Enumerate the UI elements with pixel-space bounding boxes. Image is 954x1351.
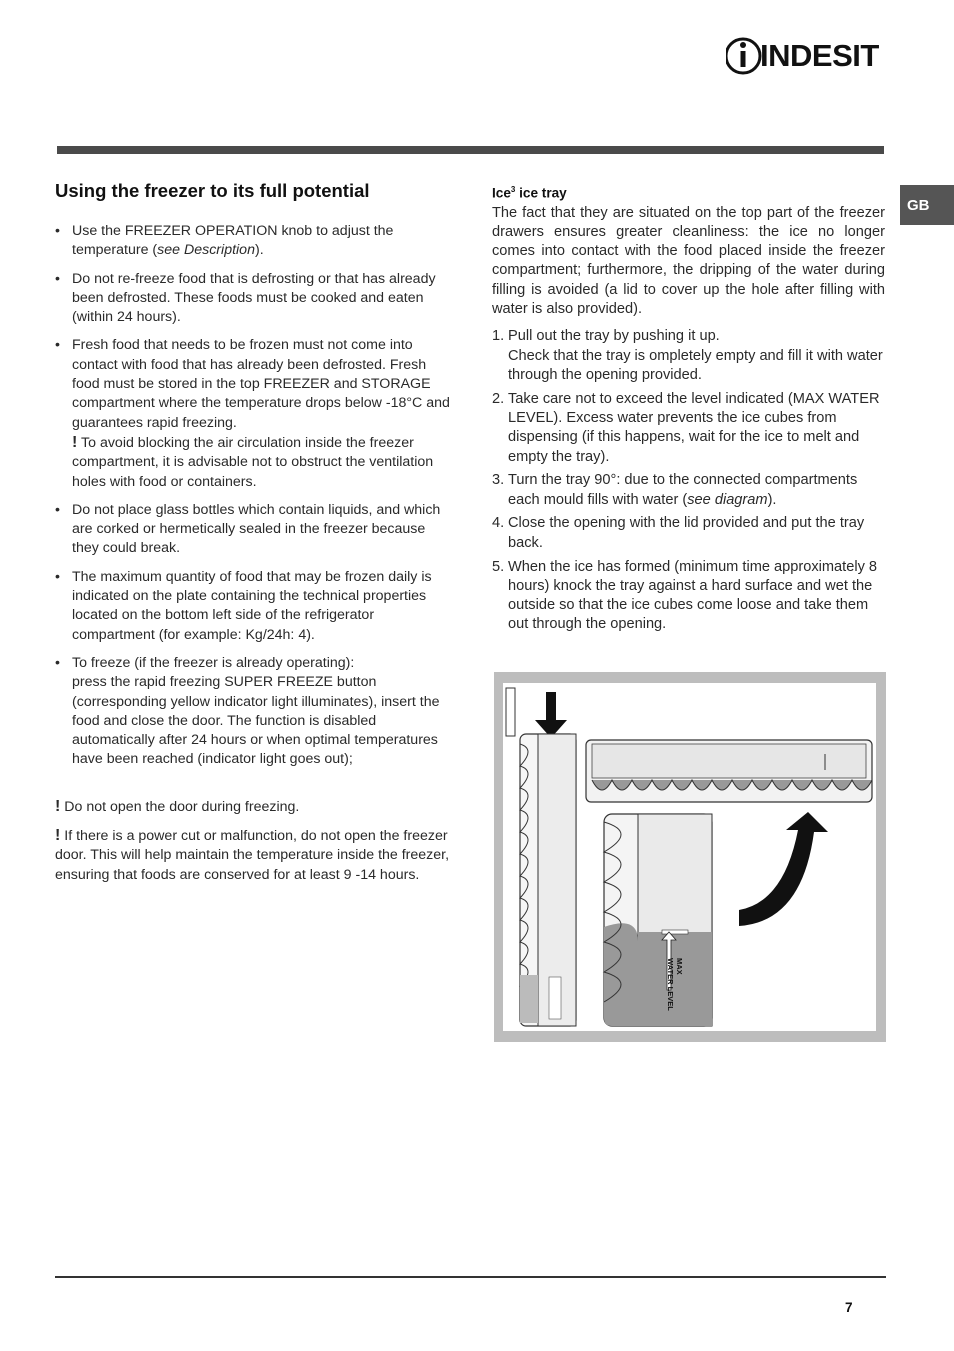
bullet-text: • To freeze (if the freezer is already operating): <box>72 654 355 671</box>
warning-mark: ! <box>55 827 61 845</box>
bullet-text: The maximum quantity of food that may be frozen daily is indicated on the plate containing the technical properties located on the bottom left side of the refrigerator compartment (for example: Kg/24h: 4). <box>72 568 432 643</box>
bullet-text: ). <box>254 242 264 259</box>
note-door <box>55 797 450 817</box>
warning-text: To avoid blocking the air circulation inside the freezer compartment, it is advisable not to obstruct the ventilation holes with food or containers. <box>72 434 434 490</box>
brand-logo-text: INDESIT <box>760 38 879 73</box>
note-power-cut <box>55 826 450 885</box>
list-item <box>492 558 885 635</box>
list-item <box>492 327 885 385</box>
step-text: When the ice has formed (minimum time approximately 8 hours) knock the tray against a hard surface and wet the outside so that the ice cubes come loose and take them out through the opening. <box>508 558 878 633</box>
list-item <box>55 568 450 645</box>
label-max: MAX <box>675 958 684 975</box>
bullet-text: Do not re-freeze food that is defrosting or that has already been defrosted. These foods must be cooked and eaten (within 24 hours). <box>72 270 436 326</box>
step-text: Take care not to exceed the level indicated (MAX WATER LEVEL). Excess water prevents the ice cubes from dispensing (if this happens, wait for the ice to melt and empty the tray). <box>508 390 880 465</box>
warning-mark: ! <box>72 433 78 451</box>
ice-tray-intro: The fact that they are situated on the top part of the freezer drawers ensures greater cleanliness: the ice no longer comes into contact with the food placed inside the freezer compartment; furthermore, the dripping of the water during filling is avoided (a lid to cover up the hole after filling with water is also provided). <box>492 204 885 318</box>
step-text: Check that the tray is ompletely empty and fill it with water through the opening provided. <box>508 347 883 383</box>
bullet-text: Fresh food that needs to be frozen must not come into contact with food that has already been defrosted. Fresh food must be stored in the top FREEZER and STORAGE compartment where the temperature drops below -18°C and guarantees rapid freezing. <box>72 337 450 431</box>
left-column <box>55 178 450 894</box>
horizontal-tray <box>586 740 872 802</box>
list-item <box>55 336 450 491</box>
note-text: Do not open the door during freezing. <box>64 798 300 815</box>
footer-rule <box>55 1276 886 1278</box>
step-number: 3. <box>492 472 505 489</box>
list-item <box>55 222 450 261</box>
max-level-mark <box>662 930 688 934</box>
header-rule <box>57 146 884 154</box>
label-water-level: WATER LEVEL <box>666 958 675 1011</box>
note-text: If there is a power cut or malfunction, do not open the freezer door. This will help maintain the temperature inside the freezer, ensuring that foods are conserved for at least 9 -14 hours. <box>55 828 450 883</box>
tray-lid <box>506 688 515 736</box>
list-item <box>492 390 885 467</box>
list-item <box>55 270 450 328</box>
step-number: 5. <box>492 558 505 575</box>
list-item <box>55 501 450 559</box>
step-number: 4. <box>492 515 505 532</box>
ice-tray-title <box>492 180 885 204</box>
ice-tray-steps <box>492 327 885 634</box>
rotated-tray <box>604 814 712 1026</box>
list-item <box>55 654 450 770</box>
step-number: 1. <box>492 328 505 345</box>
step-text: Turn the tray 90°: due to the connected compartments each mould fills with water ( <box>508 472 858 508</box>
step-text: Close the opening with the lid provided and put the tray back. <box>508 515 865 551</box>
title-text: ice tray <box>515 185 567 201</box>
title-superscript: 3 <box>510 185 516 194</box>
bullet-text: Use the FREEZER OPERATION knob to adjust the temperature ( <box>72 223 394 259</box>
step-text: ). <box>767 491 777 508</box>
list-item <box>492 514 885 553</box>
freezer-tips-list <box>55 222 450 770</box>
title-text: Ice <box>492 185 511 201</box>
step-text: Pull out the tray by pushing it up. <box>508 328 720 345</box>
page-number: 7 <box>845 1300 853 1315</box>
step-emphasis: see diagram <box>687 491 768 508</box>
warning-mark: ! <box>55 797 61 815</box>
warning-line <box>72 433 450 492</box>
vertical-tray <box>520 734 576 1026</box>
section-title: Using the freezer to its full potential <box>55 180 370 201</box>
right-column <box>492 180 885 639</box>
step-number: 2. <box>492 390 505 407</box>
bullet-emphasis: see Description <box>157 242 255 259</box>
bullet-text: press the rapid freezing SUPER FREEZE button (corresponding yellow indicator light illuminates), insert the food and close the door. The function is disabled automatically after 24 hours or when optimal temperatures have been reached (indicator light goes out); <box>72 674 440 768</box>
language-tab: GB <box>900 185 954 225</box>
bullet-text: Do not place glass bottles which contain liquids, and which are corked or hermetically sealed in the freezer because they could break. <box>72 501 441 557</box>
ice-tray-diagram <box>494 672 886 1042</box>
list-item <box>492 471 885 510</box>
